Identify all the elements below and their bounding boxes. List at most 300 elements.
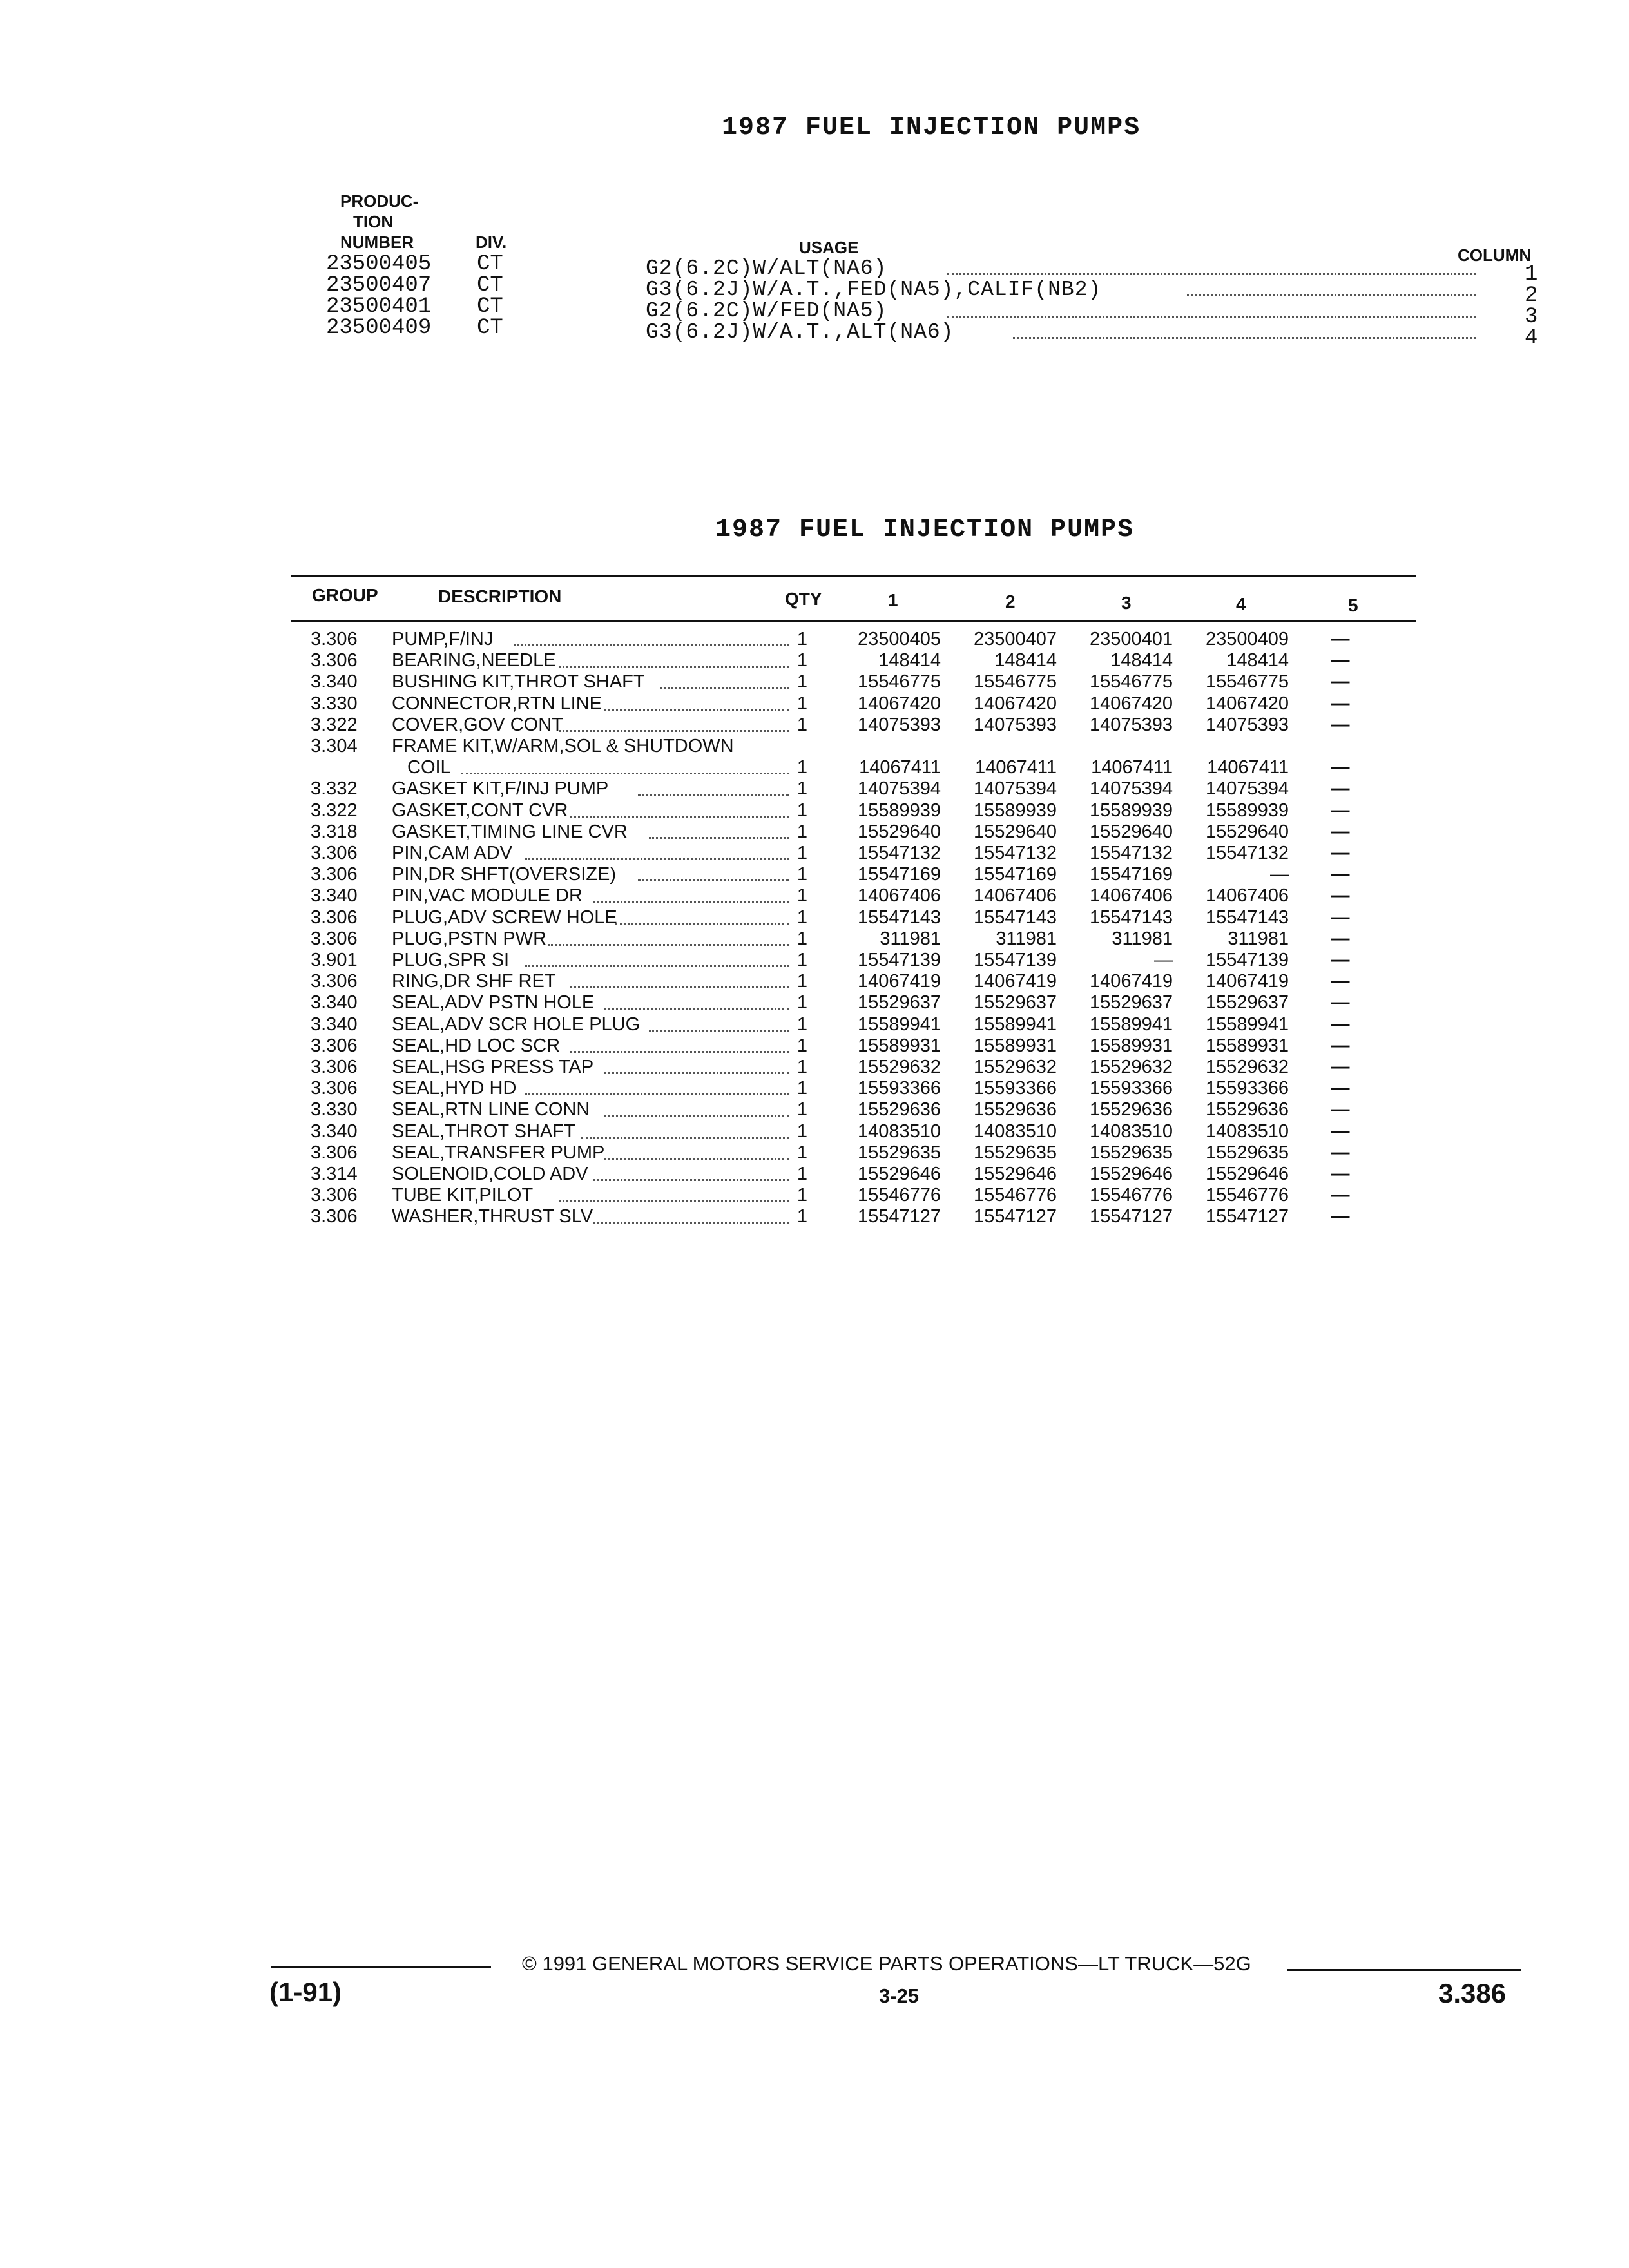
group-code: 3.330 <box>311 1099 358 1120</box>
group-code: 3.322 <box>311 714 358 735</box>
part-number-col-2: 311981 <box>996 928 1057 949</box>
part-description: PLUG,ADV SCREW HOLE <box>392 907 617 928</box>
column-5-dash: — <box>1331 1099 1350 1120</box>
part-number-col-3: 14075393 <box>1089 714 1173 735</box>
leader-dots <box>604 1072 789 1074</box>
column-5-dash: — <box>1331 843 1350 863</box>
part-number-col-1: 15529640 <box>857 821 941 842</box>
leader-dots <box>947 273 1476 275</box>
quantity: 1 <box>796 1099 808 1120</box>
part-number-col-3: 15529636 <box>1089 1099 1173 1120</box>
division: CT <box>477 316 503 340</box>
column-5-dash: — <box>1331 800 1350 821</box>
table-row <box>0 1057 1629 1078</box>
part-number-col-4: 14067419 <box>1205 971 1289 992</box>
part-number-col-4: 14067411 <box>1207 757 1289 778</box>
table-row <box>0 1014 1629 1035</box>
part-description: PLUG,SPR SI <box>392 950 510 970</box>
part-number-col-3: 15547143 <box>1089 907 1173 928</box>
part-number-col-3: 15593366 <box>1089 1078 1173 1099</box>
column-5-dash: — <box>1331 907 1350 928</box>
group-code: 3.340 <box>311 671 358 693</box>
column-5-dash: — <box>1331 1142 1350 1163</box>
part-number-col-1: 15547143 <box>857 907 941 928</box>
column-5-dash: — <box>1331 864 1350 885</box>
part-number-col-1: 311981 <box>880 928 941 949</box>
part-number-col-3: 311981 <box>1112 928 1173 949</box>
part-number-col-3: 14067406 <box>1089 885 1173 907</box>
group-code: 3.306 <box>311 650 358 671</box>
header-col-3: 3 <box>1121 593 1132 613</box>
header-col-1: 1 <box>888 590 898 610</box>
column-5-dash: — <box>1331 714 1350 735</box>
part-number-col-4: 15529637 <box>1205 992 1289 1014</box>
table-row <box>0 1142 1629 1164</box>
division: CT <box>477 252 503 276</box>
part-number-col-4: — <box>1270 864 1289 885</box>
column-number: 2 <box>1525 284 1538 308</box>
table-row <box>0 992 1629 1014</box>
part-number-col-3: 15529632 <box>1089 1057 1173 1077</box>
table-row <box>0 629 1629 650</box>
part-number-col-3: 148414 <box>1110 650 1173 671</box>
part-number-col-3: 15589931 <box>1089 1035 1173 1056</box>
table-row <box>0 950 1629 971</box>
leader-dots <box>525 965 789 967</box>
group-code: 3.306 <box>311 1057 358 1077</box>
parts-title: 1987 FUEL INJECTION PUMPS <box>715 515 1135 544</box>
production-number: 23500405 <box>326 252 432 276</box>
part-number-col-2: 14067411 <box>975 757 1057 778</box>
part-number-col-1: 15593366 <box>857 1078 941 1099</box>
leader-dots <box>604 709 789 711</box>
leader-dots <box>947 316 1476 318</box>
part-number-col-3: 15529646 <box>1089 1164 1173 1184</box>
table-row <box>0 1121 1629 1142</box>
part-number-col-2: 14075393 <box>973 714 1057 735</box>
group-code: 3.340 <box>311 885 358 907</box>
part-number-col-4: 14075393 <box>1205 714 1289 735</box>
column-5-dash: — <box>1331 1206 1350 1227</box>
part-number-col-2: 15529636 <box>973 1099 1057 1120</box>
table-row <box>0 822 1629 843</box>
part-number-col-4: 14083510 <box>1205 1120 1289 1142</box>
leader-dots <box>570 816 789 818</box>
leader-dots <box>604 1115 789 1117</box>
part-description: FRAME KIT,W/ARM,SOL & SHUTDOWN <box>392 736 734 756</box>
quantity: 1 <box>796 1142 808 1163</box>
quantity: 1 <box>796 885 808 907</box>
part-number-col-2: 15529646 <box>973 1164 1057 1184</box>
column-5-dash: — <box>1331 885 1350 907</box>
header-col-2: 2 <box>1005 591 1016 611</box>
part-number-col-1: 15529636 <box>857 1099 941 1120</box>
leader-dots <box>559 1200 789 1202</box>
usage-text: G3(6.2J)W/A.T.,FED(NA5),CALIF(NB2) <box>646 278 1102 302</box>
part-number-col-4: 15547143 <box>1205 907 1289 928</box>
part-number-col-1: 14067406 <box>857 885 941 907</box>
quantity: 1 <box>796 671 808 693</box>
part-number-col-3: 15547169 <box>1089 864 1173 885</box>
quantity: 1 <box>796 950 808 970</box>
header-div: DIV. <box>476 233 507 252</box>
leader-dots <box>570 1051 789 1053</box>
part-number-col-1: 14067411 <box>859 757 941 778</box>
part-description: PIN,DR SHFT(OVERSIZE) <box>392 864 617 885</box>
group-code: 3.322 <box>311 800 358 821</box>
part-description: SEAL,RTN LINE CONN <box>392 1099 590 1120</box>
group-code: 3.306 <box>311 1142 358 1163</box>
part-description: BUSHING KIT,THROT SHAFT <box>392 671 645 693</box>
group-code: 3.340 <box>311 1120 358 1142</box>
part-number-col-2: 15529637 <box>973 992 1057 1014</box>
part-number-col-3: 15546776 <box>1089 1185 1173 1206</box>
leader-dots <box>570 986 789 988</box>
part-description: SEAL,ADV PSTN HOLE <box>392 992 595 1014</box>
part-number-col-1: 14067420 <box>857 693 941 714</box>
leader-dots <box>525 858 789 860</box>
part-number-col-4: 15589939 <box>1205 800 1289 821</box>
part-number-col-1: 15546775 <box>857 671 941 693</box>
part-number-col-1: 15529637 <box>857 992 941 1014</box>
quantity: 1 <box>796 864 808 885</box>
part-description: GASKET,TIMING LINE CVR <box>392 821 628 842</box>
table-row <box>0 864 1629 885</box>
header-production-line3: NUMBER <box>340 233 414 252</box>
quantity: 1 <box>796 714 808 735</box>
quantity: 1 <box>796 971 808 992</box>
column-5-dash: — <box>1331 757 1350 778</box>
header-group: GROUP <box>312 585 378 605</box>
part-description: RING,DR SHF RET <box>392 971 556 992</box>
table-row <box>0 885 1629 907</box>
part-number-col-1: 15546776 <box>857 1185 941 1206</box>
part-number-col-2: 15546775 <box>973 671 1057 693</box>
part-number-col-4: 14067406 <box>1205 885 1289 907</box>
quantity: 1 <box>796 1078 808 1099</box>
part-number-col-4: 15529646 <box>1205 1164 1289 1184</box>
leader-dots <box>525 1093 789 1095</box>
part-number-col-3: 14067419 <box>1089 971 1173 992</box>
part-number-col-2: 15546776 <box>973 1185 1057 1206</box>
part-number-col-2: 148414 <box>994 650 1057 671</box>
part-number-col-1: 15547139 <box>857 950 941 970</box>
quantity: 1 <box>796 800 808 821</box>
part-number-col-3: 23500401 <box>1089 629 1173 649</box>
part-number-col-1: 14083510 <box>857 1120 941 1142</box>
part-description: SEAL,TRANSFER PUMP <box>392 1142 605 1163</box>
leader-dots <box>649 837 789 839</box>
part-description: PLUG,PSTN PWR <box>392 928 547 949</box>
part-number-col-4: 15529636 <box>1205 1099 1289 1120</box>
part-number-col-1: 15589939 <box>857 800 941 821</box>
quantity: 1 <box>796 1057 808 1077</box>
group-code: 3.306 <box>311 1185 358 1206</box>
part-number-col-3: 15589941 <box>1089 1014 1173 1035</box>
footer-date-code: (1-91) <box>269 1977 342 2007</box>
part-number-col-2: 15547139 <box>973 950 1057 970</box>
part-number-col-1: 148414 <box>878 650 941 671</box>
top-title: 1987 FUEL INJECTION PUMPS <box>722 113 1141 142</box>
part-number-col-1: 14075394 <box>857 778 941 800</box>
part-number-col-3: — <box>1154 950 1173 970</box>
part-number-col-2: 23500407 <box>973 629 1057 649</box>
part-number-col-2: 15593366 <box>973 1078 1057 1099</box>
part-number-col-1: 14075393 <box>857 714 941 735</box>
part-number-col-2: 15589939 <box>973 800 1057 821</box>
part-number-col-2: 15529640 <box>973 821 1057 842</box>
part-number-col-2: 15547132 <box>973 843 1057 863</box>
part-number-col-1: 23500405 <box>857 629 941 649</box>
table-row <box>0 928 1629 950</box>
part-number-col-1: 15529635 <box>857 1142 941 1163</box>
part-description: SEAL,ADV SCR HOLE PLUG <box>392 1014 641 1035</box>
group-code: 3.332 <box>311 778 358 800</box>
header-qty: QTY <box>785 589 822 609</box>
leader-dots <box>638 794 789 796</box>
header-col-5: 5 <box>1348 595 1358 615</box>
part-number-col-2: 14075394 <box>973 778 1057 800</box>
part-number-col-4: 15589931 <box>1205 1035 1289 1056</box>
quantity: 1 <box>796 778 808 800</box>
part-description: SEAL,HD LOC SCR <box>392 1035 561 1056</box>
part-description: SEAL,THROT SHAFT <box>392 1120 575 1142</box>
leader-dots <box>593 1222 789 1224</box>
table-row <box>0 1035 1629 1057</box>
header-production-line1: PRODUC- <box>340 191 419 211</box>
part-number-col-1: 15547127 <box>857 1206 941 1227</box>
column-5-dash: — <box>1331 1185 1350 1206</box>
part-number-col-4: 15589941 <box>1205 1014 1289 1035</box>
part-number-col-3: 15546775 <box>1089 671 1173 693</box>
quantity: 1 <box>796 928 808 949</box>
part-description: SEAL,HYD HD <box>392 1078 517 1099</box>
part-description: GASKET,CONT CVR <box>392 800 568 821</box>
leader-dots <box>1187 294 1476 296</box>
column-5-dash: — <box>1331 650 1350 671</box>
group-code: 3.340 <box>311 1014 358 1035</box>
column-number: 1 <box>1525 262 1538 287</box>
part-number-col-4: 15547132 <box>1205 843 1289 863</box>
group-code: 3.314 <box>311 1164 358 1184</box>
part-number-col-3: 15529640 <box>1089 821 1173 842</box>
leader-dots <box>649 1030 789 1032</box>
leader-dots <box>559 730 789 732</box>
part-number-col-2: 15589941 <box>973 1014 1057 1035</box>
part-number-col-1: 15547169 <box>857 864 941 885</box>
part-number-col-3: 14083510 <box>1089 1120 1173 1142</box>
leader-dots <box>593 901 789 903</box>
table-row <box>0 1185 1629 1206</box>
column-5-dash: — <box>1331 950 1350 970</box>
group-code: 3.306 <box>311 1078 358 1099</box>
production-number: 23500409 <box>326 316 432 340</box>
header-usage: USAGE <box>799 238 859 257</box>
quantity: 1 <box>796 1120 808 1142</box>
group-code: 3.306 <box>311 971 358 992</box>
table-row <box>0 1078 1629 1099</box>
table-row <box>0 715 1629 736</box>
part-description: CONNECTOR,RTN LINE <box>392 693 602 714</box>
part-number-col-4: 15547139 <box>1205 950 1289 970</box>
part-number-col-3: 15547127 <box>1089 1206 1173 1227</box>
part-number-col-4: 148414 <box>1226 650 1289 671</box>
part-description: TUBE KIT,PILOT <box>392 1185 534 1206</box>
part-description: COIL <box>407 757 451 778</box>
quantity: 1 <box>796 843 808 863</box>
leader-dots <box>615 923 789 925</box>
part-number-col-3: 14075394 <box>1089 778 1173 800</box>
group-code: 3.306 <box>311 1035 358 1056</box>
quantity: 1 <box>796 1206 808 1227</box>
division: CT <box>477 294 503 319</box>
header-col-4: 4 <box>1236 594 1246 614</box>
division: CT <box>477 273 503 298</box>
quantity: 1 <box>796 650 808 671</box>
footer-page-number: 3-25 <box>879 1984 920 2007</box>
footer-copyright: © 1991 GENERAL MOTORS SERVICE PARTS OPERATIONS—LT TRUCK—52G <box>522 1952 1251 1975</box>
part-number-col-2: 14067406 <box>973 885 1057 907</box>
part-number-col-2: 14067420 <box>973 693 1057 714</box>
part-description: WASHER,THRUST SLV <box>392 1206 593 1227</box>
part-number-col-2: 15529635 <box>973 1142 1057 1163</box>
group-code: 3.318 <box>311 821 358 842</box>
part-number-col-4: 14075394 <box>1205 778 1289 800</box>
part-number-col-4: 311981 <box>1228 928 1289 949</box>
footer-section-number: 3.386 <box>1438 1978 1507 2008</box>
part-description: COVER,GOV CONT <box>392 714 563 735</box>
column-5-dash: — <box>1331 928 1350 949</box>
header-description: DESCRIPTION <box>438 586 562 606</box>
usage-text: G3(6.2J)W/A.T.,ALT(NA6) <box>646 320 954 344</box>
table-row <box>0 971 1629 992</box>
leader-dots <box>1013 337 1476 339</box>
part-description: GASKET KIT,F/INJ PUMP <box>392 778 609 800</box>
quantity: 1 <box>796 907 808 928</box>
table-row <box>0 671 1629 693</box>
production-number: 23500401 <box>326 294 432 319</box>
group-code: 3.304 <box>311 736 358 756</box>
table-row <box>0 843 1629 864</box>
column-5-dash: — <box>1331 821 1350 842</box>
part-number-col-4: 15546775 <box>1205 671 1289 693</box>
part-number-col-3: 15529635 <box>1089 1142 1173 1163</box>
part-number-col-4: 23500409 <box>1205 629 1289 649</box>
leader-dots <box>581 1137 789 1139</box>
table-row <box>0 736 1629 757</box>
column-5-dash: — <box>1331 671 1350 693</box>
part-number-col-1: 15589931 <box>857 1035 941 1056</box>
part-number-col-2: 15547169 <box>973 864 1057 885</box>
column-5-dash: — <box>1331 1057 1350 1077</box>
quantity: 1 <box>796 629 808 649</box>
part-number-col-1: 15529632 <box>857 1057 941 1077</box>
part-number-col-2: 15547127 <box>973 1206 1057 1227</box>
quantity: 1 <box>796 693 808 714</box>
part-number-col-4: 15529635 <box>1205 1142 1289 1163</box>
part-number-col-2: 14083510 <box>973 1120 1057 1142</box>
part-number-col-3: 15547132 <box>1089 843 1173 863</box>
part-number-col-2: 14067419 <box>973 971 1057 992</box>
part-number-col-2: 15589931 <box>973 1035 1057 1056</box>
table-header-rule <box>291 620 1416 622</box>
part-number-col-4: 15546776 <box>1205 1185 1289 1206</box>
column-5-dash: — <box>1331 1014 1350 1035</box>
part-number-col-2: 15547143 <box>973 907 1057 928</box>
leader-dots <box>559 666 789 668</box>
group-code: 3.330 <box>311 693 358 714</box>
part-number-col-3: 14067420 <box>1089 693 1173 714</box>
leader-dots <box>461 773 789 774</box>
part-description: SOLENOID,COLD ADV <box>392 1164 588 1184</box>
part-description: PIN,CAM ADV <box>392 843 512 863</box>
leader-dots <box>593 1179 789 1181</box>
leader-dots <box>604 1158 789 1160</box>
part-number-col-2: 15529632 <box>973 1057 1057 1077</box>
table-row <box>0 907 1629 928</box>
column-number: 4 <box>1525 326 1538 351</box>
column-5-dash: — <box>1331 778 1350 800</box>
footer-rule-right <box>1287 1969 1521 1971</box>
table-top-rule <box>291 575 1416 577</box>
footer-rule-left <box>271 1966 491 1968</box>
header-column: COLUMN <box>1458 245 1532 265</box>
usage-text: G2(6.2C)W/FED(NA5) <box>646 299 887 323</box>
column-5-dash: — <box>1331 971 1350 992</box>
production-number: 23500407 <box>326 273 432 298</box>
leader-dots <box>638 879 789 881</box>
part-number-col-3: 15529637 <box>1089 992 1173 1014</box>
group-code: 3.306 <box>311 907 358 928</box>
column-5-dash: — <box>1331 1120 1350 1142</box>
part-number-col-4: 15529632 <box>1205 1057 1289 1077</box>
group-code: 3.306 <box>311 629 358 649</box>
quantity: 1 <box>796 1014 808 1035</box>
group-code: 3.306 <box>311 928 358 949</box>
part-number-col-1: 15589941 <box>857 1014 941 1035</box>
leader-dots <box>548 944 789 946</box>
quantity: 1 <box>796 992 808 1014</box>
column-5-dash: — <box>1331 992 1350 1014</box>
usage-text: G2(6.2C)W/ALT(NA6) <box>646 256 887 280</box>
table-row <box>0 778 1629 800</box>
part-description: BEARING,NEEDLE <box>392 650 556 671</box>
column-5-dash: — <box>1331 693 1350 714</box>
quantity: 1 <box>796 1035 808 1056</box>
group-code: 3.306 <box>311 843 358 863</box>
column-5-dash: — <box>1331 1164 1350 1184</box>
part-number-col-3: 14067411 <box>1091 757 1173 778</box>
quantity: 1 <box>796 1164 808 1184</box>
column-5-dash: — <box>1331 1078 1350 1099</box>
part-description: SEAL,HSG PRESS TAP <box>392 1057 594 1077</box>
part-number-col-4: 15547127 <box>1205 1206 1289 1227</box>
column-5-dash: — <box>1331 629 1350 649</box>
table-row <box>0 757 1629 778</box>
group-code: 3.901 <box>311 950 358 970</box>
quantity: 1 <box>796 821 808 842</box>
part-description: PUMP,F/INJ <box>392 629 494 649</box>
part-number-col-1: 15547132 <box>857 843 941 863</box>
table-row <box>0 800 1629 822</box>
group-code: 3.306 <box>311 864 358 885</box>
header-production-line2: TION <box>353 212 394 231</box>
part-number-col-3: 15589939 <box>1089 800 1173 821</box>
table-row <box>0 650 1629 671</box>
part-number-col-1: 14067419 <box>857 971 941 992</box>
quantity: 1 <box>796 757 808 778</box>
leader-dots <box>660 687 789 689</box>
